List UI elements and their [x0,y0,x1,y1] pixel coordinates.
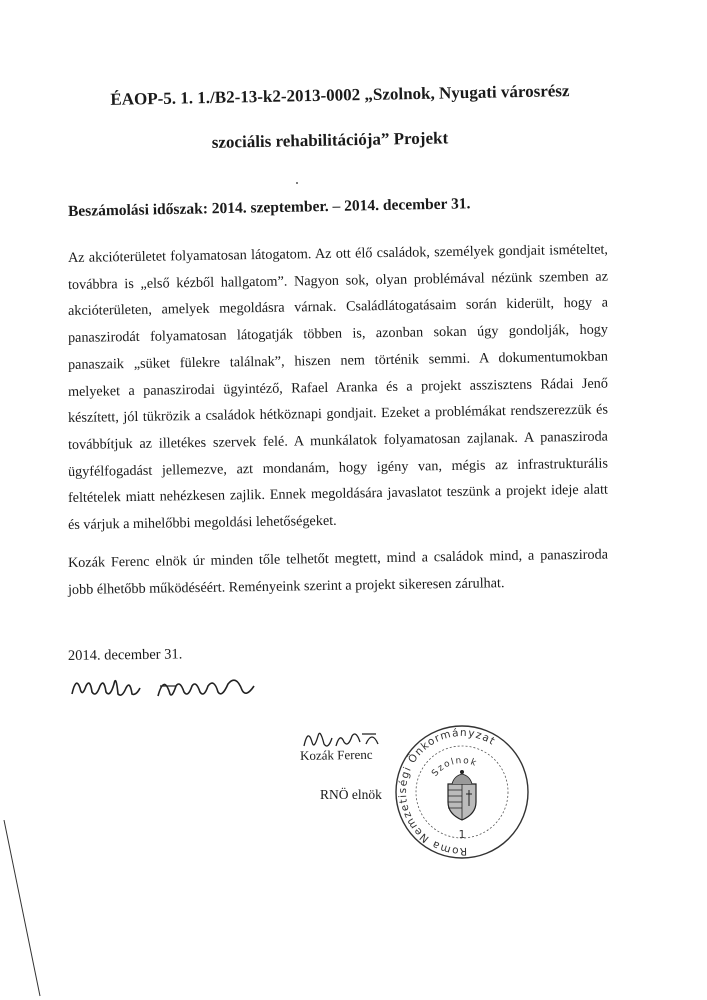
official-stamp [392,722,532,862]
stamp-text: Roma Nemzetiségi Önkormányzat [396,726,498,858]
paragraph-line: akcióterületen, amelyek megoldásra várnak. Családlátogatásaim során kiderült, hogy a [67,294,609,320]
document-title-line-1: ÉAOP-5. 1. 1./B2-13-k2-2013-0002 „Szolnok, Nyugati városrész [110,81,570,109]
scan-edge-line [0,820,60,1000]
signatory-name: Kozák Ferenc [299,746,373,763]
svg-text:Szolnok [430,756,478,779]
paragraph-line: melyeket a panaszirodai ügyintéző, Rafael Aranka és a projekt asszisztens Rádai Jenő [67,375,609,400]
coat-of-arms-icon [448,770,476,820]
paragraph-line: továbbra is „első kézből hallgatom”. Nagyon sok, olyan problémával nézünk szemben az [67,268,609,293]
paragraph-line: Kozák Ferenc elnök úr minden tőle telhetőt megtett, mind a családok mind, a panasziroda [67,546,609,571]
paragraph-line: ügyfélfogadást jellemezve, azt mondanám, hogy igény van, mégis az infrastrukturális [67,455,609,480]
scan-speck [296,182,298,184]
stamp-city: Szolnok [430,755,479,779]
paragraph-line: feltételek miatt nehézkesen zajlik. Ennek megoldására javaslatot teszünk a projekt ideje alatt [67,481,609,507]
paragraph-line: Az akcióterületet folyamatosan látogatom. Az ott élő családok, személyek gondjait ismételtet, [67,241,609,266]
paragraph-line: készített, jól tükrözik a családok hétköznapi gondjait. Ezeket a problémákat rendszerezzük és [67,401,609,427]
paragraph-line: továbbítjuk az illetékes szervek felé. A munkálatok folyamatosan zajlanak. A panasziroda [67,428,609,453]
paragraph-line: jobb élhetőbb működéséért. Reményeink szerint a projekt sikeresen zárulhat. [67,574,505,598]
signatory-role: RNÖ elnök [320,787,382,802]
paragraph-line: és várjuk a mihelőbbi megoldási lehetőségeket. [67,512,337,533]
reporting-period: Beszámolási időszak: 2014. szeptember. – 2014. december 31. [67,195,471,220]
document-date: 2014. december 31. [67,646,183,664]
paragraph-line: panaszaik „süket fülekre találnak”, hiszen nem történik semmi. A dokumentumokban [67,348,609,373]
handwritten-signature-rafael-aranka [66,668,266,708]
paragraph-line: panaszirodát folyamatosan látogatják többen is, azonban sokan úgy gondolják, hogy [67,321,609,347]
document-title-line-2: szociális rehabilitációja” Projekt [211,128,449,152]
stamp-number: 1 [458,828,466,841]
